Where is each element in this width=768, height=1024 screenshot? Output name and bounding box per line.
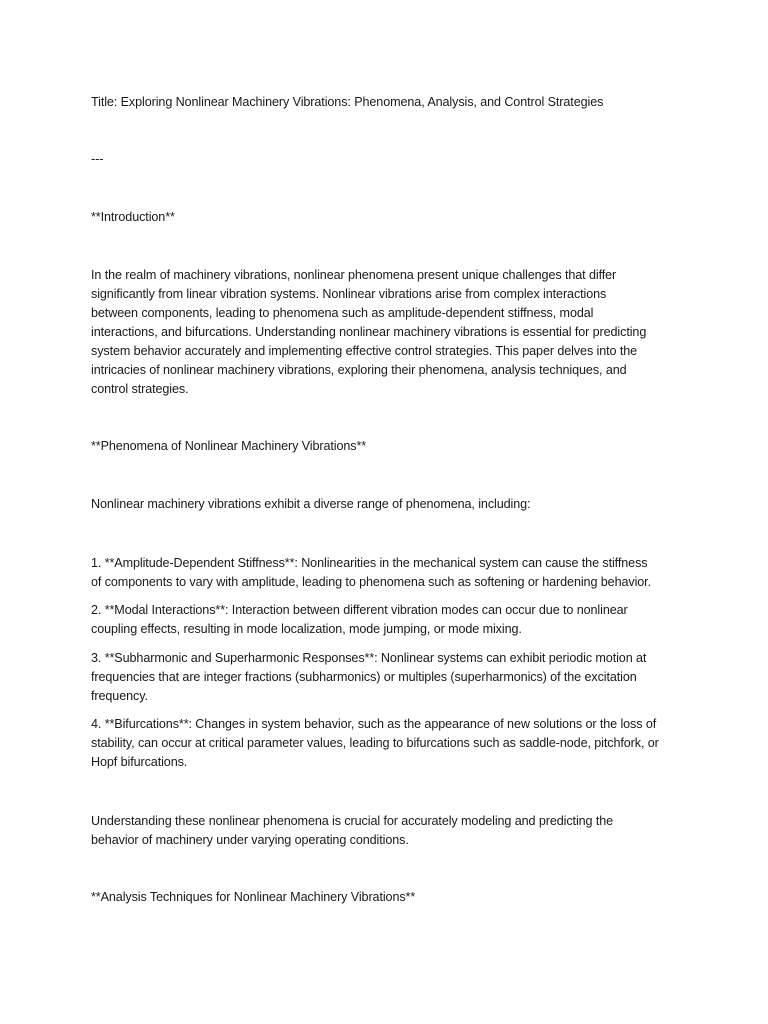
paragraph-line: behavior of machinery under varying operating conditions. <box>91 833 409 847</box>
list-item-line: 3. **Subharmonic and Superharmonic Responses**: Nonlinear systems can exhibit periodic motion at <box>91 651 647 665</box>
paragraph-line: In the realm of machinery vibrations, nonlinear phenomena present unique challenges that differ <box>91 268 617 282</box>
phenomena-heading: **Phenomena of Nonlinear Machinery Vibrations** <box>91 439 367 453</box>
phenomena-intro: Nonlinear machinery vibrations exhibit a diverse range of phenomena, including: <box>91 497 531 511</box>
introduction-heading: **Introduction** <box>91 210 175 224</box>
paragraph-line: intricacies of nonlinear machinery vibrations, exploring their phenomena, analysis techniques, and <box>91 363 627 377</box>
paragraph-line: system behavior accurately and implementing effective control strategies. This paper delves into the <box>91 344 638 358</box>
list-item-line: 2. **Modal Interactions**: Interaction between different vibration modes can occur due to nonlinear <box>91 603 628 617</box>
separator-line: --- <box>91 152 104 166</box>
list-item-bifurcations <box>91 715 689 772</box>
list-item-line: frequencies that are integer fractions (subharmonics) or multiples (superharmonics) of the excitation <box>91 670 637 684</box>
list-item-line: 1. **Amplitude-Dependent Stiffness**: Nonlinearities in the mechanical system can cause the stiffness <box>91 556 648 570</box>
analysis-heading: **Analysis Techniques for Nonlinear Machinery Vibrations** <box>91 890 416 904</box>
list-item-modal-interactions <box>91 601 689 639</box>
list-item-line: Hopf bifurcations. <box>91 755 188 769</box>
document-title: Title: Exploring Nonlinear Machinery Vibrations: Phenomena, Analysis, and Control Strategies <box>91 95 604 109</box>
paragraph-line: Understanding these nonlinear phenomena is crucial for accurately modeling and predicting the <box>91 814 614 828</box>
list-item-amplitude-stiffness <box>91 554 689 592</box>
list-item-line: 4. **Bifurcations**: Changes in system behavior, such as the appearance of new solutions or the loss of <box>91 717 657 731</box>
introduction-paragraph <box>91 266 689 399</box>
paragraph-line: control strategies. <box>91 382 189 396</box>
list-item-harmonic-responses <box>91 649 689 706</box>
list-item-line: frequency. <box>91 689 148 703</box>
understanding-paragraph <box>91 812 689 850</box>
paragraph-line: interactions, and bifurcations. Understanding nonlinear machinery vibrations is essential for predicting <box>91 325 647 339</box>
paragraph-line: between components, leading to phenomena such as amplitude-dependent stiffness, modal <box>91 306 594 320</box>
list-item-line: stability, can occur at critical parameter values, leading to bifurcations such as saddle-node, pitchfork, or <box>91 736 659 750</box>
paragraph-line: significantly from linear vibration systems. Nonlinear vibrations arise from complex interactions <box>91 287 607 301</box>
list-item-line: of components to vary with amplitude, leading to phenomena such as softening or hardening behavior. <box>91 575 651 589</box>
list-item-line: coupling effects, resulting in mode localization, mode jumping, or mode mixing. <box>91 622 522 636</box>
